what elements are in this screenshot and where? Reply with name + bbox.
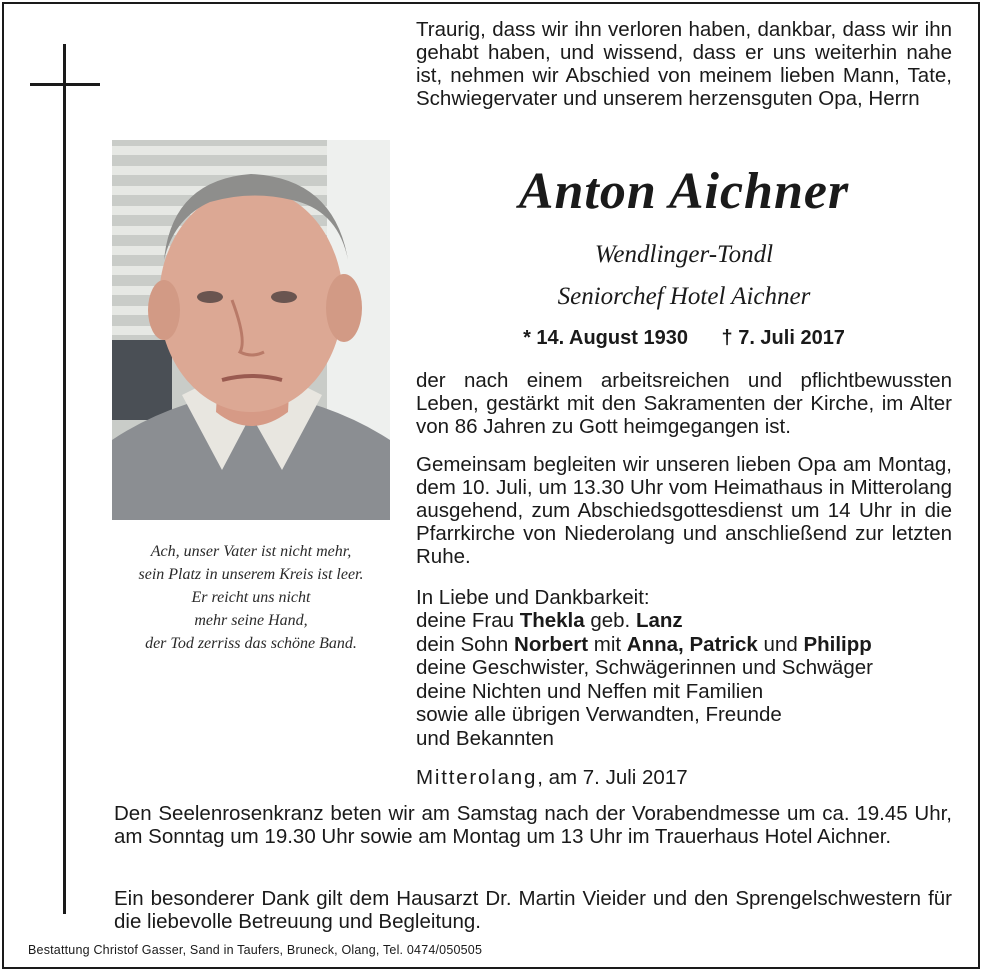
list-item: deine Geschwister, Schwägerinnen und Schwäger bbox=[416, 656, 873, 679]
place-date bbox=[416, 766, 688, 789]
quote-line: Ach, unser Vater ist nicht mehr, bbox=[150, 543, 352, 560]
portrait-photo bbox=[112, 140, 390, 520]
son-name: Norbert bbox=[514, 632, 589, 656]
birth-date: * 14. August 1930 bbox=[523, 327, 688, 349]
intro-text: Traurig, dass wir ihn verloren haben, dankbar, dass wir ihn gehabt haben, und wissend, dass er uns weiterhin nahe ist, nehmen wir Abschied von meinem lieben Mann, Tate, Schwiegervater und unserem herzensguten Opa, Herrn bbox=[416, 18, 952, 110]
quote-line: der Tod zerriss das schöne Band. bbox=[145, 635, 357, 652]
life-dates bbox=[414, 327, 954, 350]
thanks-paragraph: Ein besonderer Dank gilt dem Hausarzt Dr. Martin Vieider und den Sprengelschwestern für die liebevolle Betreuung und Begleitung. bbox=[114, 887, 952, 933]
grandchild-name: Philipp bbox=[803, 632, 872, 656]
life-paragraph: der nach einem arbeitsreichen und pflichtbewussten Leben, gestärkt mit den Sakramenten der Kirche, im Alter von 86 Jahren zu Gott heimgegangen ist. bbox=[416, 369, 952, 438]
list-item: dein Sohn Norbert mit Anna, Patrick und Philipp bbox=[416, 632, 872, 656]
grandchildren-names: Anna, Patrick bbox=[626, 632, 758, 656]
cross-bar bbox=[30, 83, 100, 86]
quote-line: Er reicht uns nicht bbox=[191, 589, 311, 606]
role-title: Seniorchef Hotel Aichner bbox=[557, 283, 811, 310]
maiden-name: Lanz bbox=[635, 609, 683, 632]
cross-icon bbox=[63, 44, 66, 914]
list-item: sowie alle übrigen Verwandten, Freunde bbox=[416, 703, 782, 726]
mourners-heading: In Liebe und Dankbarkeit: bbox=[416, 586, 650, 609]
funeral-paragraph: Gemeinsam begleiten wir unseren lieben Opa am Montag, dem 10. Juli, um 13.30 Uhr vom Heimathaus in Mitterolang ausgehend, zum Abschiedsgottesdienst um 14 Uhr in die Pfarrkirche von Niederolang und anschließend zur letzten Ruhe. bbox=[416, 453, 952, 568]
deceased-name: Anton Aichner bbox=[518, 163, 850, 220]
rosary-paragraph: Den Seelenrosenkranz beten wir am Samstag nach der Vorabendmesse um ca. 19.45 Uhr, am Sonntag um 19.30 Uhr sowie am Montag um 13 Uhr im Trauerhaus Hotel Aichner. bbox=[114, 802, 952, 848]
quote-line: sein Platz in unserem Kreis ist leer. bbox=[138, 566, 364, 583]
list-item: und Bekannten bbox=[416, 726, 554, 750]
list-item: deine Nichten und Neffen mit Familien bbox=[416, 679, 764, 703]
quote-verse bbox=[108, 540, 394, 655]
list-item: deine Frau Thekla geb. Lanz bbox=[416, 609, 683, 632]
date: , am 7. Juli 2017 bbox=[537, 766, 688, 789]
funeral-home-footer: Bestattung Christof Gasser, Sand in Taufers, Bruneck, Olang, Tel. 0474/050505 bbox=[28, 943, 483, 957]
place: Mitterolang bbox=[416, 766, 538, 789]
house-name: Wendlinger-Tondl bbox=[594, 241, 774, 268]
quote-line: mehr seine Hand, bbox=[194, 612, 308, 629]
mourners-list bbox=[416, 609, 873, 750]
death-notice bbox=[2, 2, 980, 969]
wife-name: Thekla bbox=[519, 609, 585, 632]
death-date: † 7. Juli 2017 bbox=[721, 327, 845, 349]
